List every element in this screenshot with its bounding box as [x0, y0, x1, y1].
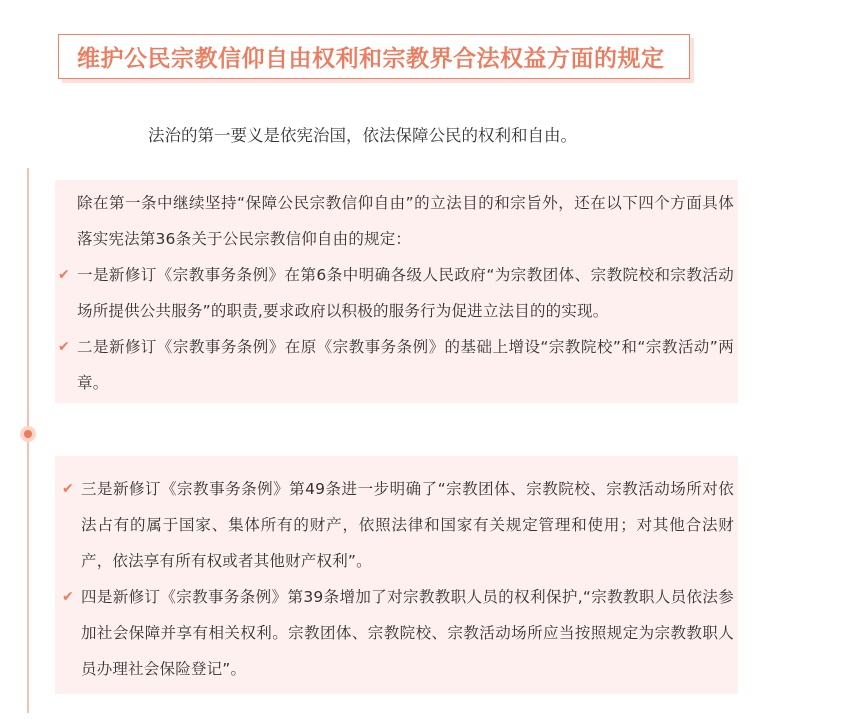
- provisions-card-1: [55, 180, 738, 403]
- timeline-dot-center: [24, 430, 32, 438]
- provision-item-text: 二是新修订《宗教事务条例》在原《宗教事务条例》的基础上增设“宗教院校”和“宗教活动”两章。: [77, 338, 734, 392]
- provision-item-text: 一是新修订《宗教事务条例》在第6条中明确各级人民政府“为宗教团体、宗教院校和宗教活动场所提供公共服务”的职责,要求政府以积极的服务行为促进立法目的的实现。: [77, 266, 734, 320]
- intro-text: 法治的第一要义是依宪治国，依法保障公民的权利和自由。: [148, 126, 577, 145]
- section-title-box: [58, 34, 690, 79]
- checkmark-icon: ✔: [62, 481, 74, 497]
- checkmark-icon: ✔: [58, 339, 70, 355]
- provision-item-4: [62, 579, 734, 687]
- checkmark-icon: ✔: [58, 267, 70, 283]
- checkmark-icon: ✔: [62, 589, 74, 605]
- section-title: 维护公民宗教信仰自由权利和宗教界合法权益方面的规定: [77, 46, 665, 72]
- provision-item-3: [62, 471, 734, 579]
- provision-item-text: 三是新修订《宗教事务条例》第49条进一步明确了“宗教团体、宗教院校、宗教活动场所对依法占有的属于国家、集体所有的财产，依照法律和国家有关规定管理和使用；对其他合法财产，依法享有所有权或者其他财产权利”。: [81, 480, 734, 570]
- provision-item-1: [58, 257, 734, 329]
- timeline-dot-icon: [20, 426, 36, 442]
- provision-item-2: [58, 329, 734, 401]
- card-lead-paragraph: 除在第一条中继续坚持“保障公民宗教信仰自由”的立法目的和宗旨外，还在以下四个方面具体落实宪法第36条关于公民宗教信仰自由的规定：: [77, 194, 734, 248]
- provision-item-text: 四是新修订《宗教事务条例》第39条增加了对宗教教职人员的权利保护,“宗教教职人员依法参加社会保障并享有相关权利。宗教团体、宗教院校、宗教活动场所应当按照规定为宗教教职人员办理社会保险登记”。: [81, 588, 734, 678]
- provisions-card-2: [55, 456, 738, 694]
